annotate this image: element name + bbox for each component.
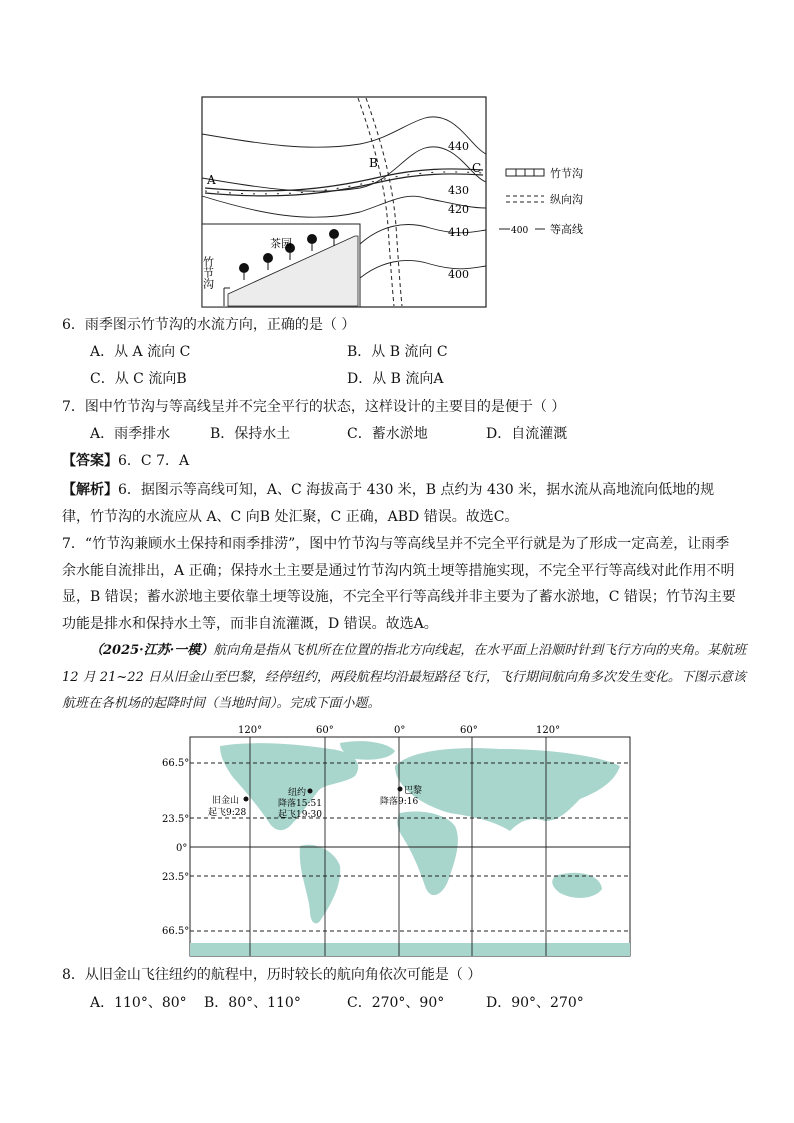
answer-text: 6．C 7．A [118,453,190,469]
contour-label-430: 430 [448,184,469,197]
analysis-label: 【解析】 [62,482,118,498]
q8-option-c[interactable]: C．270°、90° [347,995,445,1011]
q8-option-d[interactable]: D．90°、270° [486,995,584,1011]
q8-option-a[interactable]: A．110°、80° [90,995,187,1011]
q7-option-a[interactable]: A．雨季排水 [90,426,171,442]
lat-label-4: 23.5° [162,872,190,883]
ny-depart: 起飞19:30 [278,810,322,820]
q7-option-d[interactable]: D．自流灌溉 [486,426,568,442]
q6-option-d[interactable]: D．从 B 流向A [347,371,444,387]
lat-label-2: 23.5° [162,814,190,825]
ny-name: 纽约 [288,788,307,798]
q6-option-a[interactable]: A．从 A 流向 C [90,344,191,360]
contour-label-420: 420 [448,203,469,216]
legend-contour-label: 等高线 [550,223,583,236]
q6-option-c[interactable]: C．从 C 流向B [90,371,187,387]
q7-option-b[interactable]: B．保持水土 [210,426,291,442]
lat-label-1: 66.5° [162,758,190,769]
label-b: B [369,156,378,170]
lon-label-1: 120° [238,725,263,736]
paris-name: 巴黎 [404,786,423,796]
q7-option-c[interactable]: C．蓄水淤地 [347,426,428,442]
answer-label: 【答案】 [62,453,118,469]
lat-label-5: 66.5° [162,926,190,937]
q6-stem: 6．雨季图示竹节沟的水流方向，正确的是（ ） [62,317,356,333]
intro-source: （2025·江苏·一模） [90,643,214,658]
contour-label-410: 410 [448,226,469,239]
lat-label-3: 0° [176,843,188,854]
inset-ditch-label: 竹节沟 [201,256,215,289]
contour-label-440: 440 [448,140,469,153]
sf-depart: 起飞9:28 [208,808,247,818]
legend-bamboo-label: 竹节沟 [550,167,583,180]
sf-name: 旧金山 [212,796,240,806]
paris-marker [398,787,403,792]
intro-paragraph [62,638,752,718]
label-a: A [207,173,216,187]
lon-label-4: 60° [460,725,478,736]
q7-stem: 7．图中竹节沟与等高线呈并不完全平行的状态，这样设计的主要目的是便于（ ） [62,399,566,415]
q8-stem: 8．从旧金山飞往纽约的航程中，历时较长的航向角依次可能是（ ） [62,967,482,983]
intro-text: 航向角是指从飞机所在位置的指北方向线起，在水平面上沿顺时针到飞行方向的夹角。某航班 12 月 21~22 日从旧金山至巴黎，经停纽约，两段航程均沿最短路径飞行，飞行期间航向角多次发生变化。下图示意该航班在各机场的起降时间（当地时间）。完成下面小题。 [62,643,747,711]
q6-option-b[interactable]: B．从 B 流向 C [347,344,448,360]
lon-label-2: 60° [316,725,334,736]
sf-marker [244,797,249,802]
lon-label-3: 0° [394,725,406,736]
paris-arrive: 降落9:16 [380,797,419,807]
contour-figure [200,96,600,311]
contour-label-400: 400 [448,268,469,281]
analysis-q6 [62,477,742,530]
legend-vertical-label: 纵向沟 [550,193,583,206]
analysis-q6-text: 6．据图示等高线可知，A、C 海拔高于 430 米，B 点约为 430 米，据水流从高地流向低地的规律，竹节沟的水流应从 A、C 向B 处汇聚，C 正确，ABD 错误。故选C。 [62,482,715,525]
q8-option-b[interactable]: B．80°、110° [204,995,301,1011]
world-map [150,721,635,961]
ny-arrive: 降落15:51 [278,799,322,809]
analysis-q7: 7．“竹节沟兼顾水土保持和雨季排涝”，图中竹节沟与等高线呈并不完全平行就是为了形成一定高差，让雨季余水能自流排出，A 正确；保持水土主要是通过竹节沟内筑土埂等措施实现，不完全平行等高线对此作用不明显，B 错误；蓄水淤地主要依靠土埂等设施，不完全平行等高线并非主要为了蓄水淤地，C 错误；竹节沟主要功能是排水和保持水土等，而非自流灌溉，D 错误。故选A。 [62,536,736,632]
lon-label-5: 120° [536,725,561,736]
legend-contour-sample: 400 [511,226,529,236]
ny-marker [308,789,313,794]
inset-tea-label: 茶园 [270,237,292,250]
label-c: C [472,161,482,175]
answer-line [62,450,189,472]
